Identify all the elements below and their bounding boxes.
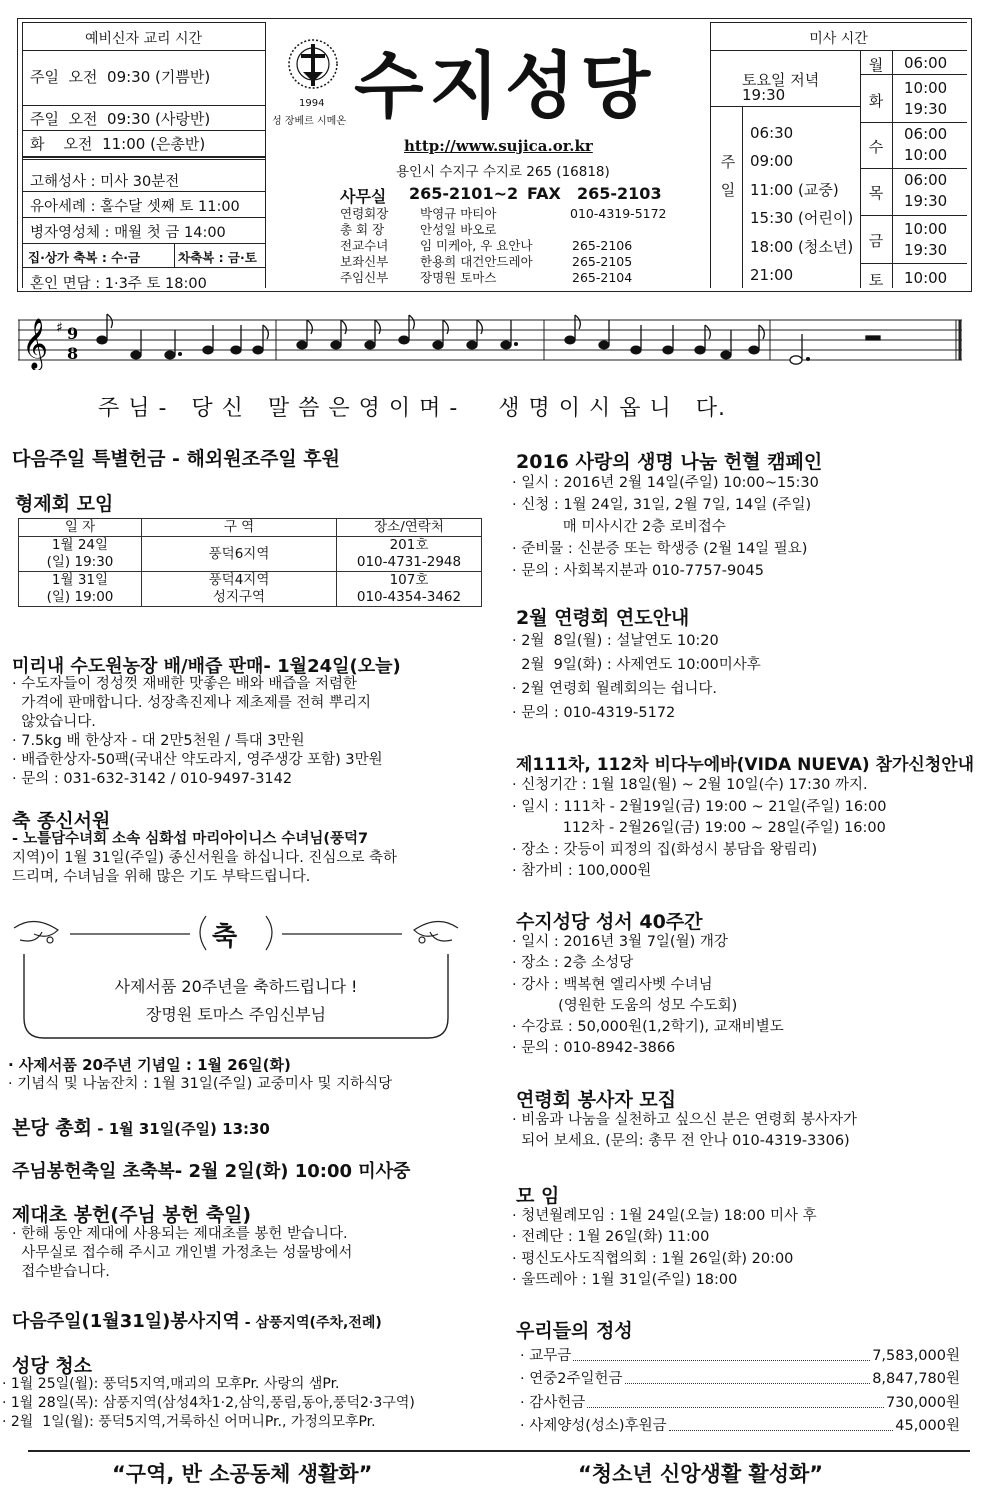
svg-text:9: 9 [67, 324, 79, 343]
sunday-label: 주일 [720, 153, 736, 199]
yeondo-title: 2월 연령회 연도안내 [516, 607, 690, 629]
svg-text:𝄞: 𝄞 [22, 318, 49, 369]
blood-campaign-body: · 일시 : 2016년 2월 14일(주일) 10:00~15:30 · 신청 : 1월 24일, 31일, 2월 7일, 14일 (주일) 매 미사시간 2층 로비접수 · 준비물 : 신분증 또는 학생증 (2월 14일 필요) · 문의 : 사회복지분과 010-7757-9045 [512, 475, 819, 579]
mass-times-box: 미사 시간 토요일 저녁 19:30 주일 06:30 09:00 11:00 (교중) 15:30 (어린이) 18:00 (청소년) 21:00 월 06:00 화 10:00 19:30 수 06:00 10:00 목 06:00 19:30 금 10:00 19:30 토 10:00 [710, 22, 967, 288]
service-area: 다음주일(1월31일)봉사지역 - 삼풍지역(주차,전례) [12, 1311, 382, 1332]
saturday-evening-label: 토요일 저녁 [742, 71, 820, 89]
table-header-row: 일 자 구 역 장소/연락처 [19, 519, 482, 537]
catechism-box [22, 22, 265, 292]
candle-offering-title: 제대초 봉헌(주님 봉헌 축일) [12, 1204, 252, 1226]
svg-text:8: 8 [67, 344, 79, 363]
bible-study-title: 수지성당 성서 40주간 [516, 911, 703, 933]
weekday-fri: 금 [868, 232, 884, 250]
music-notation-icon [18, 308, 962, 370]
fax-phone: 265-2103 [577, 184, 662, 203]
fax-label: FAX [527, 184, 561, 203]
farm-sale-title: 미리내 수도원농장 배/배즙 판매- 1월24일(오늘) [12, 656, 401, 677]
bible-study-body: · 일시 : 2016년 3월 7일(월) 개강 · 장소 : 2층 소성당 · 강사 : 백복현 엘리사벳 수녀님 (영원한 도움의 성모 수도회) · 수강료 : 50,000원(1,2학기), 교재비별도 · 문의 : 010-8942-3866 [512, 934, 784, 1057]
table-row: 1월 24일 (일) 19:30 풍덕6지역 201호 010-4731-2948 [19, 537, 482, 572]
offerings-title: 우리들의 정성 [516, 1320, 633, 1342]
meetings-body: · 청년월례모임 : 1월 24일(오늘) 18:00 미사 후 · 전례단 : 1월 26일(화) 11:00 · 평신도사도직협의회 : 1월 26일(화) 20:00 · 울뜨레아 : 1월 31일(주일) 18:00 [512, 1208, 817, 1288]
staff-row: 총 회 장 안성일 바오로 [340, 222, 497, 237]
vida-nueva-title: 제111차, 112차 비다누에바(VIDA NUEVA) 참가신청안내 [516, 755, 975, 775]
footer-divider [28, 1450, 970, 1452]
catechism-row: 주일 오전 09:30 (기쁨반) [30, 68, 211, 86]
baptism-info: 유아세례 : 홀수달 셋째 토 11:00 [30, 199, 240, 215]
house-blessing-info: 집·상가 축복 : 수·금 [28, 250, 141, 265]
sick-communion-info: 병자영성체 : 매월 첫 금 14:00 [30, 225, 226, 241]
weekday-mon: 월 [868, 56, 884, 74]
marriage-info: 혼인 면담 : 1·3주 토 18:00 [30, 276, 207, 292]
saturday-evening-time: 19:30 [742, 86, 786, 104]
staff-row: 주임신부 장명원 토마스 265-2104 [340, 270, 633, 285]
sunday-mass-times: 06:30 09:00 11:00 (교중) 15:30 (어린이) 18:00 (청소년) 21:00 [750, 124, 854, 285]
offering-row: · 교무금 7,583,000원 [520, 1347, 960, 1364]
footer-slogan-left: “구역, 반 소공동체 생활화” [112, 1462, 373, 1486]
weekday-tue: 화 [868, 92, 884, 110]
congrats-line1: 사제서품 20주년을 축하드립니다 ! [114, 977, 358, 996]
offering-row: · 연중2주일헌금 8,847,780원 [520, 1371, 960, 1387]
music-staff [18, 308, 962, 370]
yeondo-body: · 2월 8일(월) : 설날연도 10:20 2월 9일(화) : 사제연도 10:00미사후 · 2월 연령회 월례회의는 쉽니다. · 문의 : 010-4319-5172 [512, 633, 761, 721]
hymn-lyrics: 주 님 - 당 신 말 씀 은 영 이 며 - 생 명 이 시 옵 니 다. [98, 396, 726, 421]
staff-row: 보좌신부 한용희 대건안드레아 265-2105 [340, 254, 633, 269]
church-name: 수지성당 [354, 44, 657, 128]
weekday-wed: 수 [868, 138, 884, 156]
general-meeting: 본당 총회 - 1월 31일(주일) 13:30 [12, 1117, 270, 1139]
farm-sale-body: · 수도자들이 정성껏 재배한 맛좋은 배와 배즙을 저렴한 가격에 판매합니다. 성장촉진제나 제초제를 전혀 뿌리지 않았습니다. · 7.5kg 배 한상자 - 대 2만5천원 / 특대 3만원 · 배즙한상자-50팩(국내산 약도라지, 영주생강 포함) 3만원 · 문의 : 031-632-3142 / 010-9497-3142 [12, 676, 383, 787]
mass-title: 미사 시간 [809, 31, 868, 47]
cleaning-title: 성당 청소 [12, 1355, 93, 1377]
anniversary-party: · 기념식 및 나눔잔치 : 1월 31일(주일) 교중미사 및 지하식당 [8, 1076, 393, 1092]
candlemas-title: 주님봉헌축일 초축복- 2월 2일(화) 10:00 미사중 [12, 1161, 411, 1182]
website-link[interactable]: http://www.sujica.or.kr [404, 137, 593, 155]
church-logo [283, 34, 343, 96]
cleaning-body: · 1월 25일(월): 풍덕5지역,매괴의 모후Pr. 사랑의 샘Pr. · 1월 28일(목): 삼풍지역(삼성4차1·2,삼익,풍림,동아,풍덕2·3구역) · 2월 1일(월): 풍덕5지역,거룩하신 어머니Pr., 가정의모후Pr. [2, 1376, 415, 1430]
volunteer-body: · 비움과 나눔을 실천하고 싶으신 분은 연령회 봉사자가 되어 보세요. (문의: 총무 전 안나 010-4319-3306) [512, 1112, 858, 1149]
staff-list [340, 206, 700, 286]
catechism-title: 예비신자 교리 시간 [84, 31, 203, 47]
offering-row: · 감사헌금 730,000원 [520, 1394, 960, 1411]
offerings-list [520, 1341, 960, 1435]
brothers-title: 형제회 모임 [15, 493, 114, 515]
office-label: 사무실 [340, 187, 387, 206]
svg-text:♯: ♯ [56, 320, 63, 336]
special-offering-title: 다음주일 특별헌금 - 해외원조주일 후원 [12, 448, 341, 470]
blood-campaign-title: 2016 사랑의 생명 나눔 헌혈 캠페인 [516, 451, 823, 473]
vida-nueva-body: · 신청기간 : 1월 18일(월) ~ 2월 10일(수) 17:30 까지. · 일시 : 111차 - 2월19일(금) 19:00 ~ 21일(주일) 16:00 112차 - 2월26일(금) 19:00 ~ 28일(주일) 16:00 · 장소 : 갓등이 피정의 집(화성시 봉담읍 왕림리) · 참가비 : 100,000원 [512, 777, 887, 879]
office-phone: 265-2101~2 [409, 184, 519, 203]
table-row: 1월 31일 (일) 19:00 풍덕4지역 성지구역 107호 010-4354-3462 [19, 572, 482, 607]
logo-caption: 성 장베르 시메온 [272, 116, 346, 127]
staff-row: 전교수녀 임 미케아, 우 요안나 265-2106 [340, 238, 633, 253]
logo-year: 1994 [299, 98, 325, 109]
volunteer-title: 연령회 봉사자 모집 [516, 1089, 677, 1111]
footer-slogan-right: “청소년 신앙생활 활성화” [578, 1462, 824, 1486]
candle-offering-body: · 한해 동안 제대에 사용되는 제대초를 봉헌 받습니다. 사무실로 접수해 주시고 개인별 가정초는 성물방에서 접수받습니다. [12, 1226, 353, 1280]
cross-logo-icon [283, 34, 343, 96]
vow-body: - 노틀담수녀회 소속 심화섭 마리아이니스 수녀님(풍덕7 지역)이 1월 31일(주일) 종신서원을 하십니다. 진심으로 축하 드리며, 수녀님을 위해 많은 기도 부탁드립니다. [12, 831, 398, 885]
meetings-title: 모 임 [516, 1185, 560, 1207]
offering-row: · 사제양성(성소)후원금 45,000원 [520, 1418, 960, 1434]
catechism-row: 주일 오전 09:30 (사랑반) [30, 110, 211, 128]
weekday-sat: 토 [868, 271, 884, 289]
congrats-badge: 축 [212, 922, 238, 952]
congrats-line2: 장명원 토마스 주임신부님 [145, 1005, 327, 1024]
weekday-thu: 목 [868, 184, 884, 202]
catechism-row: 화 오전 11:00 (은총반) [30, 135, 206, 153]
church-address: 용인시 수지구 수지로 265 (16818) [396, 164, 610, 180]
car-blessing-info: 차축복 : 금·토 [178, 250, 257, 265]
brothers-table [18, 518, 482, 607]
vow-title: 축 종신서원 [12, 810, 111, 832]
anniversary-date: · 사제서품 20주년 기념일 : 1월 26일(화) [8, 1056, 291, 1074]
staff-row: 연령회장 박영규 마티아 010-4319-5172 [340, 206, 667, 221]
confession-info: 고해성사 : 미사 30분전 [30, 174, 180, 190]
